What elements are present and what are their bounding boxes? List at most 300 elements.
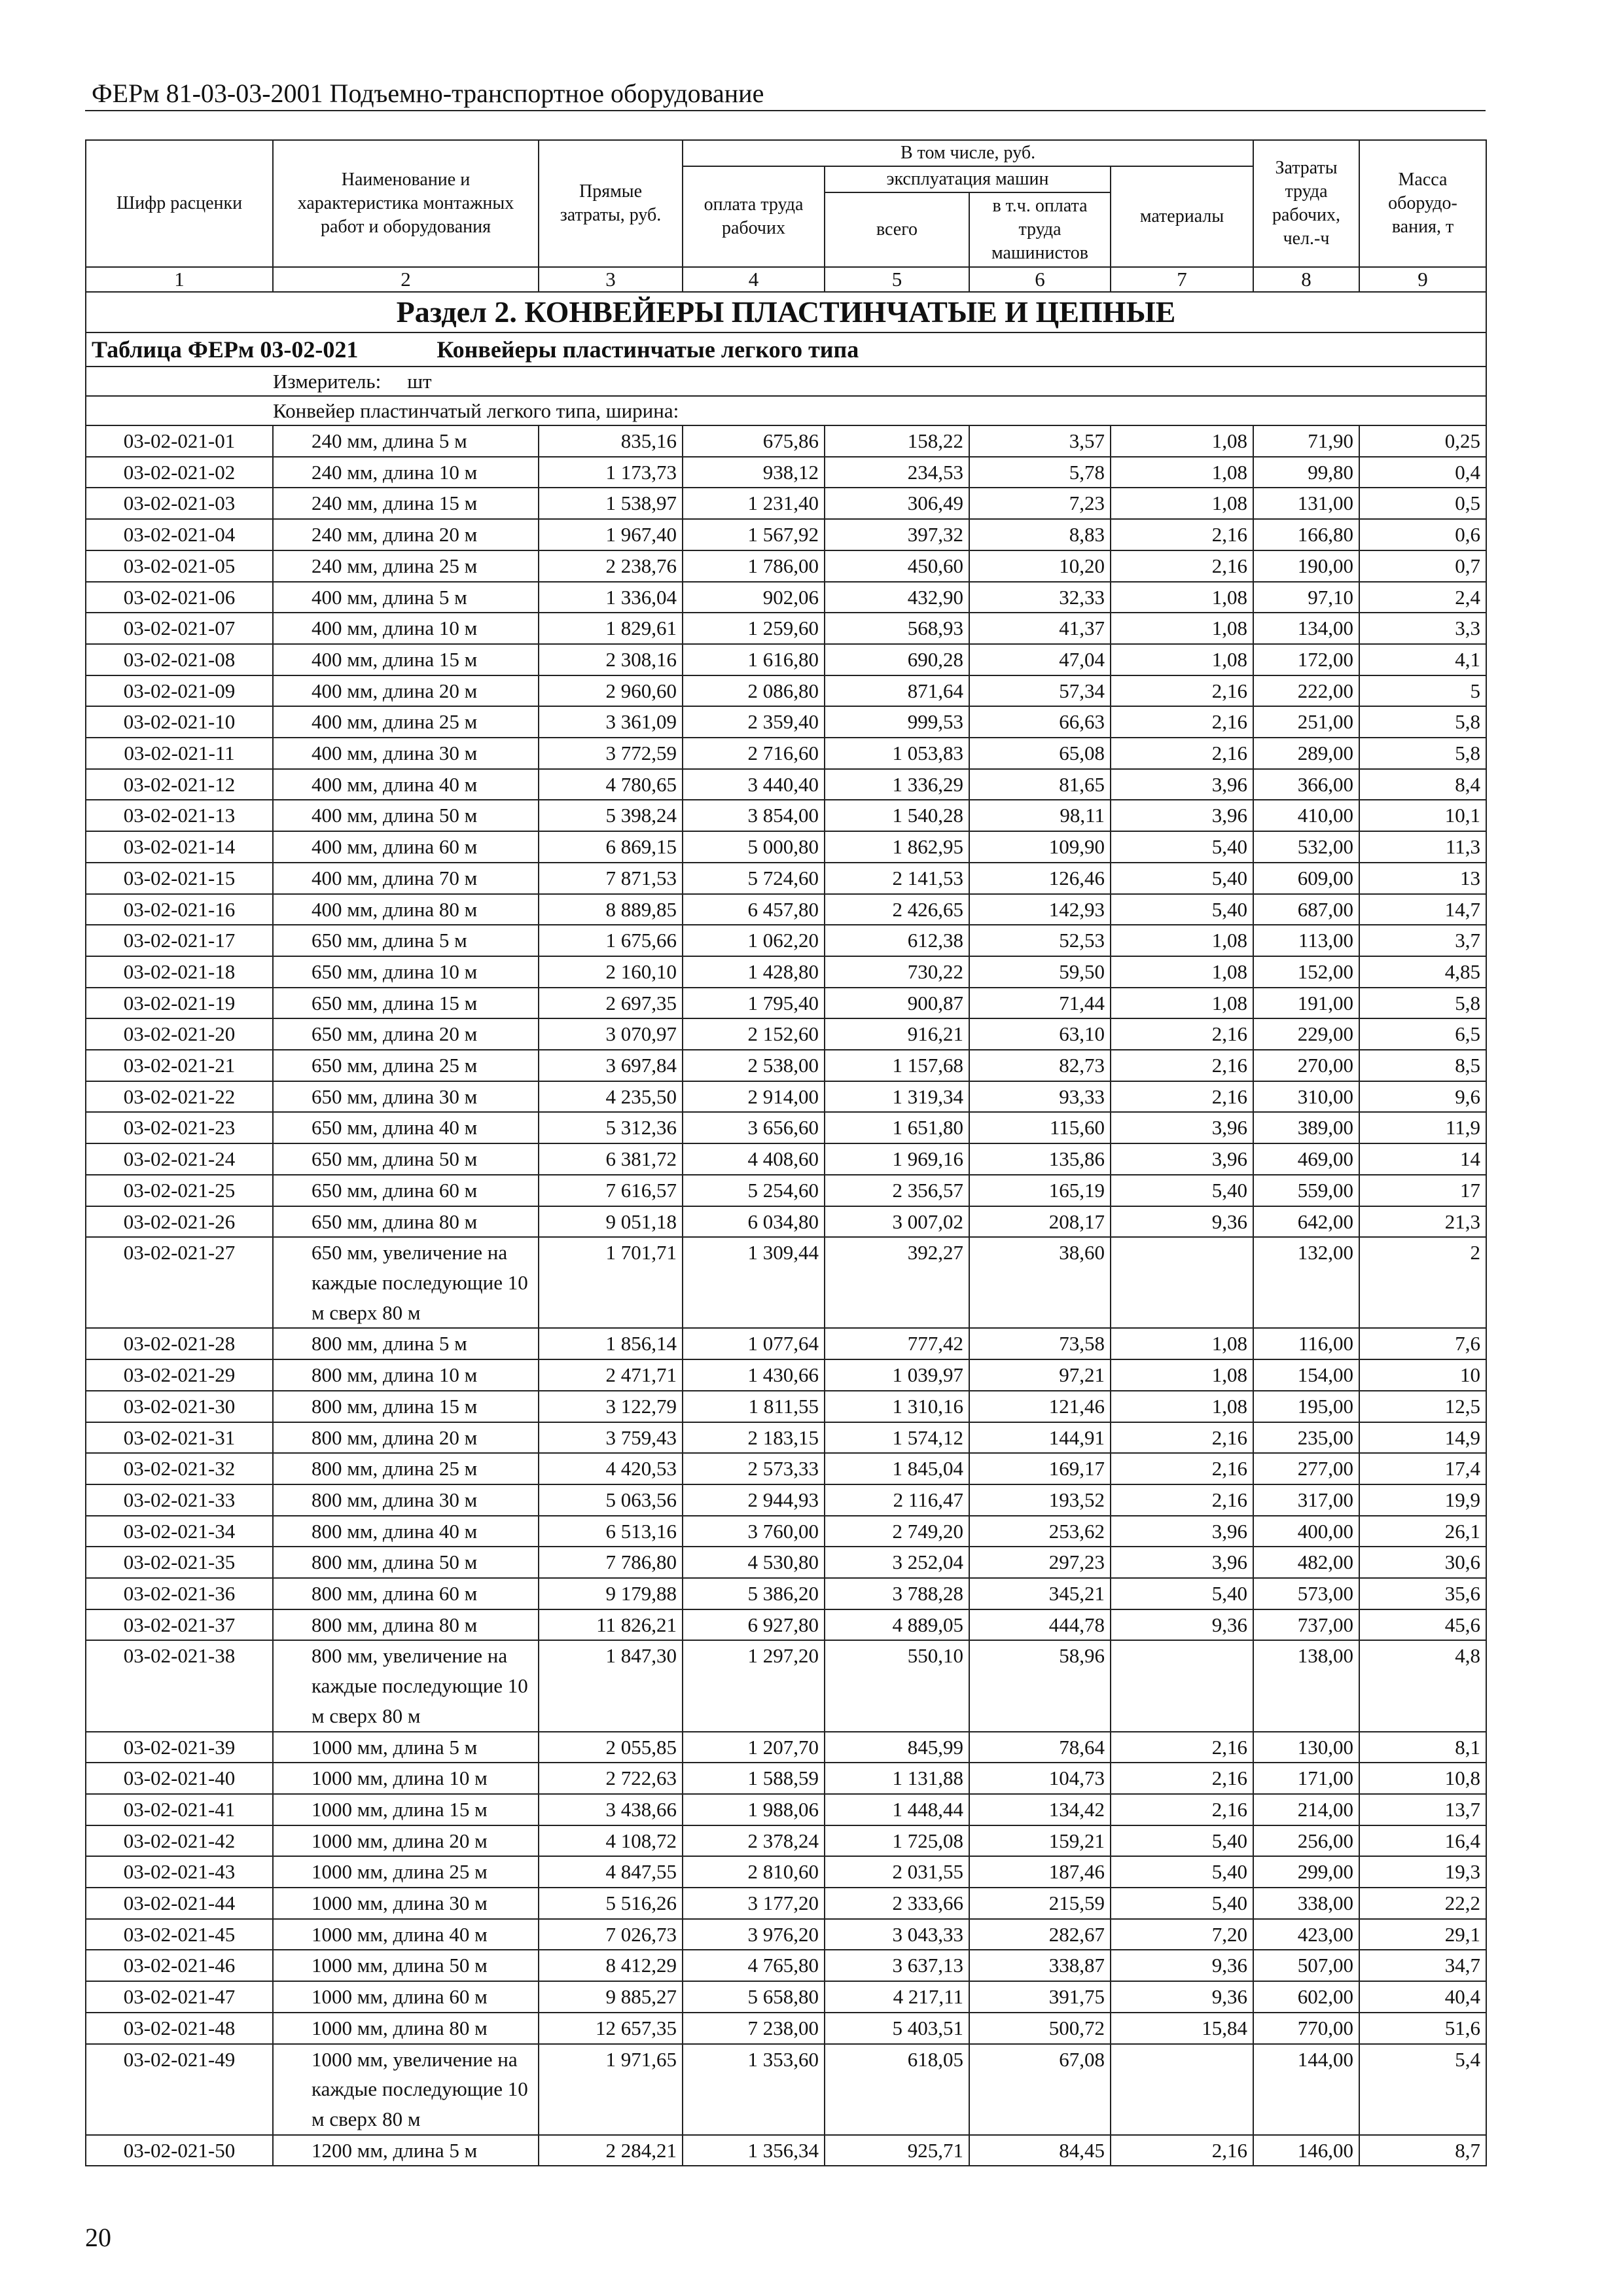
cell-name: 1000 мм, длина 25 м — [273, 1856, 539, 1888]
cell-direct-cost: 2 960,60 — [539, 675, 683, 707]
cell-machines-total: 4 889,05 — [825, 1609, 969, 1641]
header-code: Шифр расценки — [86, 140, 273, 267]
cell-machines-total: 2 031,55 — [825, 1856, 969, 1888]
cell-machinist-wages: 121,46 — [969, 1391, 1111, 1422]
cell-machinist-wages: 71,44 — [969, 988, 1111, 1019]
cell-machines-total: 3 043,33 — [825, 1919, 969, 1950]
table-row — [86, 1547, 1486, 1578]
cell-machines-total: 1 319,34 — [825, 1081, 969, 1113]
cell-machines-total: 1 845,04 — [825, 1453, 969, 1484]
cell-direct-cost: 6 513,16 — [539, 1516, 683, 1547]
cell-wages: 4 765,80 — [683, 1950, 825, 1981]
cell-direct-cost: 2 055,85 — [539, 1732, 683, 1763]
cell-labor: 289,00 — [1253, 738, 1359, 769]
cell-direct-cost: 1 971,65 — [539, 2044, 683, 2135]
cell-machinist-wages: 59,50 — [969, 956, 1111, 988]
cell-labor: 770,00 — [1253, 2013, 1359, 2044]
cell-direct-cost: 5 312,36 — [539, 1112, 683, 1143]
cell-wages: 675,86 — [683, 425, 825, 457]
cell-labor: 134,00 — [1253, 613, 1359, 644]
cell-wages: 5 000,80 — [683, 831, 825, 863]
cell-mass: 9,6 — [1359, 1081, 1486, 1113]
cell-code: 03-02-021-22 — [86, 1081, 273, 1113]
cell-mass: 0,6 — [1359, 519, 1486, 550]
table-row — [86, 1856, 1486, 1888]
cell-machines-total: 871,64 — [825, 675, 969, 707]
cell-wages: 1 430,66 — [683, 1359, 825, 1391]
cell-wages: 5 254,60 — [683, 1175, 825, 1206]
cell-machinist-wages: 444,78 — [969, 1609, 1111, 1641]
cell-code: 03-02-021-25 — [86, 1175, 273, 1206]
cell-code: 03-02-021-13 — [86, 800, 273, 831]
cell-direct-cost: 2 238,76 — [539, 550, 683, 582]
cell-machines-total: 3 252,04 — [825, 1547, 969, 1578]
cell-direct-cost: 3 070,97 — [539, 1018, 683, 1050]
cell-direct-cost: 6 869,15 — [539, 831, 683, 863]
cell-materials — [1111, 2044, 1253, 2135]
cell-code: 03-02-021-50 — [86, 2135, 273, 2166]
column-number: 5 — [825, 267, 969, 292]
cell-wages: 1 353,60 — [683, 2044, 825, 2135]
table-row — [86, 1732, 1486, 1763]
cell-machinist-wages: 193,52 — [969, 1484, 1111, 1516]
table-row — [86, 613, 1486, 644]
table-row — [86, 925, 1486, 956]
table-row — [86, 863, 1486, 894]
cell-direct-cost: 3 697,84 — [539, 1050, 683, 1081]
cell-labor: 116,00 — [1253, 1328, 1359, 1359]
cell-materials: 5,40 — [1111, 1856, 1253, 1888]
cell-labor: 469,00 — [1253, 1143, 1359, 1175]
cell-machines-total: 1 725,08 — [825, 1825, 969, 1857]
cell-mass: 34,7 — [1359, 1950, 1486, 1981]
cell-materials: 2,16 — [1111, 550, 1253, 582]
table-row — [86, 894, 1486, 925]
cell-materials: 1,08 — [1111, 582, 1253, 613]
cell-machines-total: 916,21 — [825, 1018, 969, 1050]
cell-name: 400 мм, длина 10 м — [273, 613, 539, 644]
cell-labor: 317,00 — [1253, 1484, 1359, 1516]
cell-direct-cost: 12 657,35 — [539, 2013, 683, 2044]
table-row — [86, 1018, 1486, 1050]
cell-machines-total: 234,53 — [825, 457, 969, 488]
cell-labor: 172,00 — [1253, 644, 1359, 675]
cell-mass: 26,1 — [1359, 1516, 1486, 1547]
cell-machines-total: 1 039,97 — [825, 1359, 969, 1391]
cell-machines-total: 2 356,57 — [825, 1175, 969, 1206]
header-wages: оплата труда рабочих — [683, 166, 825, 267]
cell-name: 650 мм, длина 20 м — [273, 1018, 539, 1050]
cell-mass: 35,6 — [1359, 1578, 1486, 1609]
cell-wages: 5 386,20 — [683, 1578, 825, 1609]
cell-materials: 2,16 — [1111, 706, 1253, 738]
cell-mass: 19,3 — [1359, 1856, 1486, 1888]
cell-mass: 40,4 — [1359, 1981, 1486, 2013]
document-header: ФЕРм 81-03-03-2001 Подъемно-транспортное оборудование — [92, 79, 764, 108]
cell-wages: 1 297,20 — [683, 1640, 825, 1731]
cell-labor: 146,00 — [1253, 2135, 1359, 2166]
cell-code: 03-02-021-43 — [86, 1856, 273, 1888]
unit-cell — [273, 367, 1486, 396]
cell-machinist-wages: 297,23 — [969, 1547, 1111, 1578]
cell-direct-cost: 1 173,73 — [539, 457, 683, 488]
cell-wages: 1 207,70 — [683, 1732, 825, 1763]
cell-materials — [1111, 1237, 1253, 1328]
cell-code: 03-02-021-11 — [86, 738, 273, 769]
cell-mass: 2,4 — [1359, 582, 1486, 613]
cell-materials: 3,96 — [1111, 1516, 1253, 1547]
cell-name: 650 мм, длина 5 м — [273, 925, 539, 956]
cell-name: 800 мм, длина 10 м — [273, 1359, 539, 1391]
cell-machinist-wages: 8,83 — [969, 519, 1111, 550]
cell-name: 650 мм, длина 10 м — [273, 956, 539, 988]
cell-name: 800 мм, длина 25 м — [273, 1453, 539, 1484]
cell-materials: 3,96 — [1111, 1112, 1253, 1143]
cell-direct-cost: 1 856,14 — [539, 1328, 683, 1359]
cell-name: 240 мм, длина 20 м — [273, 519, 539, 550]
cell-name: 800 мм, длина 60 м — [273, 1578, 539, 1609]
cell-labor: 507,00 — [1253, 1950, 1359, 1981]
cell-direct-cost: 4 108,72 — [539, 1825, 683, 1857]
cell-code: 03-02-021-44 — [86, 1888, 273, 1919]
cell-name: 1000 мм, длина 10 м — [273, 1763, 539, 1794]
cell-labor: 222,00 — [1253, 675, 1359, 707]
cell-labor: 400,00 — [1253, 1516, 1359, 1547]
cell-materials: 7,20 — [1111, 1919, 1253, 1950]
cell-name: 1000 мм, длина 15 м — [273, 1794, 539, 1825]
cell-machinist-wages: 57,34 — [969, 675, 1111, 707]
cell-code: 03-02-021-20 — [86, 1018, 273, 1050]
cell-mass: 4,1 — [1359, 644, 1486, 675]
cell-wages: 6 457,80 — [683, 894, 825, 925]
cell-direct-cost: 2 284,21 — [539, 2135, 683, 2166]
cell-materials: 2,16 — [1111, 519, 1253, 550]
cell-mass: 14 — [1359, 1143, 1486, 1175]
cell-name: 1000 мм, длина 60 м — [273, 1981, 539, 2013]
cell-machines-total: 690,28 — [825, 644, 969, 675]
header-mass: Масса оборудо-вания, т — [1359, 140, 1486, 267]
cell-labor: 214,00 — [1253, 1794, 1359, 1825]
cell-machinist-wages: 38,60 — [969, 1237, 1111, 1328]
cell-machinist-wages: 7,23 — [969, 488, 1111, 519]
cell-machinist-wages: 32,33 — [969, 582, 1111, 613]
cell-direct-cost: 2 160,10 — [539, 956, 683, 988]
cell-code: 03-02-021-49 — [86, 2044, 273, 2135]
cell-mass: 0,25 — [1359, 425, 1486, 457]
cell-labor: 602,00 — [1253, 1981, 1359, 2013]
cell-wages: 5 724,60 — [683, 863, 825, 894]
cell-mass: 10,1 — [1359, 800, 1486, 831]
cell-machines-total: 3 788,28 — [825, 1578, 969, 1609]
cell-machinist-wages: 5,78 — [969, 457, 1111, 488]
cell-wages: 938,12 — [683, 457, 825, 488]
cell-materials: 1,08 — [1111, 956, 1253, 988]
cell-direct-cost: 2 308,16 — [539, 644, 683, 675]
table-row — [86, 1888, 1486, 1919]
cell-machinist-wages: 73,58 — [969, 1328, 1111, 1359]
column-number: 2 — [273, 267, 539, 292]
cell-materials: 2,16 — [1111, 675, 1253, 707]
cell-wages: 3 976,20 — [683, 1919, 825, 1950]
cell-wages: 2 152,60 — [683, 1018, 825, 1050]
table-row — [86, 1825, 1486, 1857]
cell-materials: 3,96 — [1111, 1143, 1253, 1175]
cell-machinist-wages: 169,17 — [969, 1453, 1111, 1484]
cell-materials: 5,40 — [1111, 1578, 1253, 1609]
cell-mass: 17,4 — [1359, 1453, 1486, 1484]
cell-machinist-wages: 63,10 — [969, 1018, 1111, 1050]
cell-name: 400 мм, длина 80 м — [273, 894, 539, 925]
cell-machines-total: 1 310,16 — [825, 1391, 969, 1422]
cell-mass: 7,6 — [1359, 1328, 1486, 1359]
cell-code: 03-02-021-19 — [86, 988, 273, 1019]
table-row — [86, 2135, 1486, 2166]
cell-name: 240 мм, длина 5 м — [273, 425, 539, 457]
cell-code: 03-02-021-08 — [86, 644, 273, 675]
cell-materials: 5,40 — [1111, 1175, 1253, 1206]
cell-machinist-wages: 97,21 — [969, 1359, 1111, 1391]
cell-wages: 1 062,20 — [683, 925, 825, 956]
cell-machinist-wages: 78,64 — [969, 1732, 1111, 1763]
cell-mass: 45,6 — [1359, 1609, 1486, 1641]
cell-direct-cost: 2 471,71 — [539, 1359, 683, 1391]
cell-code: 03-02-021-12 — [86, 769, 273, 800]
cell-code: 03-02-021-37 — [86, 1609, 273, 1641]
cell-labor: 190,00 — [1253, 550, 1359, 582]
cell-machines-total: 1 540,28 — [825, 800, 969, 831]
cell-name: 400 мм, длина 60 м — [273, 831, 539, 863]
cell-name: 650 мм, длина 50 м — [273, 1143, 539, 1175]
cell-machines-total: 4 217,11 — [825, 1981, 969, 2013]
cell-labor: 113,00 — [1253, 925, 1359, 956]
cell-name: 650 мм, длина 80 м — [273, 1206, 539, 1238]
cell-direct-cost: 6 381,72 — [539, 1143, 683, 1175]
cell-name: 1000 мм, длина 30 м — [273, 1888, 539, 1919]
header-machines-total: всего — [825, 192, 969, 267]
cell-materials: 2,16 — [1111, 1484, 1253, 1516]
header-direct: Прямые затраты, руб. — [539, 140, 683, 267]
cell-wages: 902,06 — [683, 582, 825, 613]
cell-mass: 11,9 — [1359, 1112, 1486, 1143]
cell-wages: 4 408,60 — [683, 1143, 825, 1175]
cell-machines-total: 618,05 — [825, 2044, 969, 2135]
cell-mass: 13,7 — [1359, 1794, 1486, 1825]
cell-machinist-wages: 165,19 — [969, 1175, 1111, 1206]
cell-name: 240 мм, длина 25 м — [273, 550, 539, 582]
cell-code: 03-02-021-38 — [86, 1640, 273, 1731]
unit-value: шт — [407, 370, 432, 393]
cell-wages: 1 231,40 — [683, 488, 825, 519]
cell-machines-total: 925,71 — [825, 2135, 969, 2166]
cell-machinist-wages: 159,21 — [969, 1825, 1111, 1857]
table-row — [86, 1112, 1486, 1143]
cell-code: 03-02-021-04 — [86, 519, 273, 550]
cell-name: 1000 мм, длина 5 м — [273, 1732, 539, 1763]
cell-direct-cost: 7 871,53 — [539, 863, 683, 894]
cell-direct-cost: 7 786,80 — [539, 1547, 683, 1578]
cell-machinist-wages: 65,08 — [969, 738, 1111, 769]
cell-machinist-wages: 391,75 — [969, 1981, 1111, 2013]
rates-table — [85, 139, 1487, 2166]
cell-wages: 3 177,20 — [683, 1888, 825, 1919]
cell-machinist-wages: 98,11 — [969, 800, 1111, 831]
table-row — [86, 1359, 1486, 1391]
cell-machinist-wages: 135,86 — [969, 1143, 1111, 1175]
column-number: 7 — [1111, 267, 1253, 292]
cell-code: 03-02-021-41 — [86, 1794, 273, 1825]
cell-labor: 277,00 — [1253, 1453, 1359, 1484]
cell-labor: 235,00 — [1253, 1422, 1359, 1454]
cell-machinist-wages: 3,57 — [969, 425, 1111, 457]
cell-labor: 99,80 — [1253, 457, 1359, 488]
cell-mass: 5,8 — [1359, 706, 1486, 738]
table-title: Конвейеры пластинчатые легкого типа — [437, 336, 859, 363]
cell-mass: 4,85 — [1359, 956, 1486, 988]
cell-direct-cost: 2 722,63 — [539, 1763, 683, 1794]
cell-machinist-wages: 253,62 — [969, 1516, 1111, 1547]
table-row — [86, 2013, 1486, 2044]
cell-machines-total: 1 131,88 — [825, 1763, 969, 1794]
cell-code: 03-02-021-07 — [86, 613, 273, 644]
cell-mass: 19,9 — [1359, 1484, 1486, 1516]
cell-labor: 251,00 — [1253, 706, 1359, 738]
cell-direct-cost: 1 701,71 — [539, 1237, 683, 1328]
cell-direct-cost: 7 616,57 — [539, 1175, 683, 1206]
cell-machinist-wages: 187,46 — [969, 1856, 1111, 1888]
cell-direct-cost: 8 412,29 — [539, 1950, 683, 1981]
cell-labor: 256,00 — [1253, 1825, 1359, 1857]
cell-code: 03-02-021-26 — [86, 1206, 273, 1238]
cell-wages: 2 914,00 — [683, 1081, 825, 1113]
cell-machinist-wages: 500,72 — [969, 2013, 1111, 2044]
cell-machines-total: 1 862,95 — [825, 831, 969, 863]
cell-name: 650 мм, увеличение на каждые последующие 10 м сверх 80 м — [273, 1237, 539, 1328]
cell-machinist-wages: 41,37 — [969, 613, 1111, 644]
cell-labor: 132,00 — [1253, 1237, 1359, 1328]
cell-labor: 609,00 — [1253, 863, 1359, 894]
table-row — [86, 1237, 1486, 1328]
cell-machinist-wages: 58,96 — [969, 1640, 1111, 1731]
table-row — [86, 675, 1486, 707]
cell-labor: 642,00 — [1253, 1206, 1359, 1238]
cell-wages: 3 656,60 — [683, 1112, 825, 1143]
cell-materials: 1,08 — [1111, 1328, 1253, 1359]
cell-labor: 131,00 — [1253, 488, 1359, 519]
cell-mass: 5,8 — [1359, 738, 1486, 769]
cell-labor: 410,00 — [1253, 800, 1359, 831]
cell-code: 03-02-021-48 — [86, 2013, 273, 2044]
cell-machines-total: 1 336,29 — [825, 769, 969, 800]
table-row — [86, 1919, 1486, 1950]
cell-machinist-wages: 81,65 — [969, 769, 1111, 800]
cell-materials — [1111, 1640, 1253, 1731]
cell-labor: 270,00 — [1253, 1050, 1359, 1081]
cell-labor: 737,00 — [1253, 1609, 1359, 1641]
cell-materials: 1,08 — [1111, 488, 1253, 519]
cell-name: 240 мм, длина 15 м — [273, 488, 539, 519]
cell-direct-cost: 4 847,55 — [539, 1856, 683, 1888]
cell-wages: 7 238,00 — [683, 2013, 825, 2044]
cell-mass: 0,4 — [1359, 457, 1486, 488]
cell-machines-total: 900,87 — [825, 988, 969, 1019]
cell-labor: 366,00 — [1253, 769, 1359, 800]
cell-mass: 5,8 — [1359, 988, 1486, 1019]
cell-machinist-wages: 208,17 — [969, 1206, 1111, 1238]
cell-direct-cost: 3 122,79 — [539, 1391, 683, 1422]
cell-code: 03-02-021-28 — [86, 1328, 273, 1359]
table-row — [86, 738, 1486, 769]
cell-direct-cost: 2 697,35 — [539, 988, 683, 1019]
cell-mass: 10,8 — [1359, 1763, 1486, 1794]
unit-label: Измеритель: — [273, 370, 382, 393]
cell-name: 400 мм, длина 5 м — [273, 582, 539, 613]
cell-machinist-wages: 282,67 — [969, 1919, 1111, 1950]
cell-machinist-wages: 52,53 — [969, 925, 1111, 956]
cell-labor: 71,90 — [1253, 425, 1359, 457]
cell-name: 650 мм, длина 40 м — [273, 1112, 539, 1143]
cell-wages: 4 530,80 — [683, 1547, 825, 1578]
table-row — [86, 425, 1486, 457]
cell-code: 03-02-021-24 — [86, 1143, 273, 1175]
table-row — [86, 1391, 1486, 1422]
cell-materials: 2,16 — [1111, 738, 1253, 769]
cell-name: 400 мм, длина 25 м — [273, 706, 539, 738]
cell-machinist-wages: 67,08 — [969, 2044, 1111, 2135]
cell-machinist-wages: 126,46 — [969, 863, 1111, 894]
cell-machines-total: 2 333,66 — [825, 1888, 969, 1919]
cell-labor: 130,00 — [1253, 1732, 1359, 1763]
cell-materials: 1,08 — [1111, 988, 1253, 1019]
cell-labor: 687,00 — [1253, 894, 1359, 925]
cell-labor: 389,00 — [1253, 1112, 1359, 1143]
column-number: 3 — [539, 267, 683, 292]
cell-labor: 171,00 — [1253, 1763, 1359, 1794]
cell-mass: 30,6 — [1359, 1547, 1486, 1578]
cell-name: 800 мм, длина 40 м — [273, 1516, 539, 1547]
table-code: Таблица ФЕРм 03-02-021 — [92, 336, 359, 363]
cell-mass: 5,4 — [1359, 2044, 1486, 2135]
cell-mass: 11,3 — [1359, 831, 1486, 863]
cell-labor: 482,00 — [1253, 1547, 1359, 1578]
table-row — [86, 1794, 1486, 1825]
cell-wages: 2 359,40 — [683, 706, 825, 738]
cell-code: 03-02-021-40 — [86, 1763, 273, 1794]
cell-materials: 2,16 — [1111, 1422, 1253, 1454]
cell-machinist-wages: 215,59 — [969, 1888, 1111, 1919]
cell-mass: 4,8 — [1359, 1640, 1486, 1731]
page-number: 20 — [85, 2223, 111, 2252]
cell-name: 800 мм, длина 50 м — [273, 1547, 539, 1578]
cell-machinist-wages: 134,42 — [969, 1794, 1111, 1825]
cell-machines-total: 3 007,02 — [825, 1206, 969, 1238]
cell-materials: 3,96 — [1111, 1547, 1253, 1578]
cell-direct-cost: 3 438,66 — [539, 1794, 683, 1825]
cell-name: 240 мм, длина 10 м — [273, 457, 539, 488]
table-row — [86, 1640, 1486, 1731]
table-row — [86, 800, 1486, 831]
cell-direct-cost: 4 420,53 — [539, 1453, 683, 1484]
cell-labor: 152,00 — [1253, 956, 1359, 988]
table-row — [86, 644, 1486, 675]
cell-materials: 1,08 — [1111, 925, 1253, 956]
cell-labor: 299,00 — [1253, 1856, 1359, 1888]
cell-machines-total: 3 637,13 — [825, 1950, 969, 1981]
cell-machines-total: 432,90 — [825, 582, 969, 613]
cell-code: 03-02-021-16 — [86, 894, 273, 925]
cell-wages: 1 567,92 — [683, 519, 825, 550]
cell-materials: 9,36 — [1111, 1206, 1253, 1238]
cell-name: 400 мм, длина 70 м — [273, 863, 539, 894]
